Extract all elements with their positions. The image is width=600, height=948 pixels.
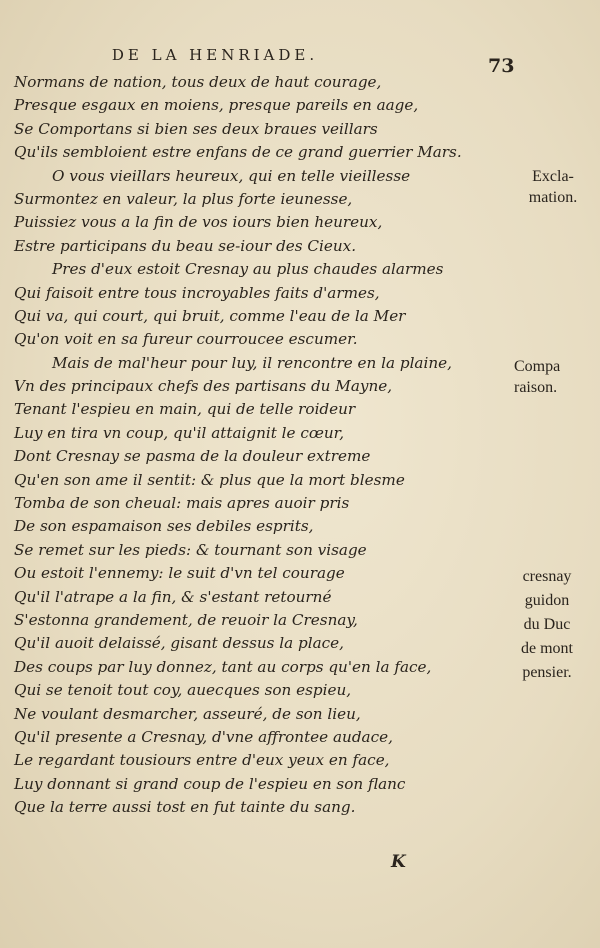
- marginal-line: guidon: [524, 592, 570, 609]
- verse-line: Que la terre aussi tost en fut tainte du sang.: [14, 798, 356, 817]
- verse-line: Surmontez en valeur, la plus forte ieunesse,: [14, 189, 353, 208]
- verse-line: Le regardant tousiours entre d'eux yeux en face,: [14, 751, 390, 770]
- marginal-line: pensier.: [522, 664, 572, 681]
- signature-mark: K: [391, 852, 406, 872]
- verse-line: Estre participans du beau se-iour des Cieux.: [14, 236, 357, 255]
- verse-line: Qu'ils sembloient estre enfans de ce grand guerrier Mars.: [14, 143, 462, 162]
- marginal-line: de mont: [521, 640, 573, 657]
- marginal-note-comparison: [508, 356, 600, 398]
- verse-line: Qu'en son ame il sentit: & plus que la mort blesme: [14, 470, 405, 489]
- verse-line: Ne voulant desmarcher, asseuré, de son lieu,: [14, 704, 361, 723]
- marginal-line: raison.: [514, 379, 558, 396]
- verse-line: Des coups par luy donnez, tant au corps qu'en la face,: [14, 657, 432, 676]
- verse-line: Qu'il l'atrape a la fin, & s'estant retourné: [14, 587, 332, 606]
- verse-line: Se Comportans si bien ses deux braues veillars: [14, 119, 378, 138]
- verse-line: Luy en tira vn coup, qu'il attaignit le cœur,: [14, 423, 345, 442]
- verse-block: [14, 71, 462, 820]
- verse-line: Qui va, qui court, qui bruit, comme l'eau de la Mer: [14, 306, 406, 325]
- verse-line: Vn des principaux chefs des partisans du Mayne,: [14, 377, 393, 396]
- verse-line: Pres d'eux estoit Cresnay au plus chaudes alarmes: [52, 260, 444, 279]
- marginal-line: Compa: [514, 358, 561, 375]
- verse-line: Dont Cresnay se pasma de la douleur extreme: [14, 447, 371, 466]
- verse-line: Mais de mal'heur pour luy, il rencontre en la plaine,: [52, 353, 452, 372]
- verse-line: O vous vieillars heureux, qui en telle vieillesse: [52, 166, 411, 185]
- marginal-note-exclamation: [508, 166, 598, 208]
- verse-line: Tenant l'espieu en main, qui de telle roideur: [14, 400, 356, 419]
- verse-line: Qui se tenoit tout coy, auecques son espieu,: [14, 681, 352, 700]
- verse-line: Qui faisoit entre tous incroyables faits d'armes,: [14, 283, 380, 302]
- running-title: DE LA HENRIADE.: [111, 46, 319, 64]
- verse-line: Qu'il presente a Cresnay, d'vne affrontee audace,: [14, 727, 393, 746]
- verse-line: Tomba de son cheual: mais apres auoir pris: [14, 494, 350, 513]
- verse-line: Luy donnant si grand coup de l'espieu en son flanc: [14, 774, 406, 793]
- marginal-line: mation.: [528, 189, 578, 206]
- marginal-line: cresnay: [522, 568, 572, 585]
- marginal-line: Excla-: [532, 168, 574, 185]
- marginal-note-cresnay: [500, 565, 594, 685]
- verse-line: Qu'il auoit delaissé, gisant dessus la place,: [14, 634, 344, 653]
- verse-line: De son espamaison ses debiles esprits,: [14, 517, 314, 536]
- marginal-line: du Duc: [523, 616, 571, 633]
- page-number: 73: [488, 55, 515, 77]
- verse-line: Normans de nation, tous deux de haut courage,: [14, 73, 382, 91]
- verse-line: Ou estoit l'ennemy: le suit d'vn tel courage: [14, 564, 345, 583]
- verse-line: Se remet sur les pieds: & tournant son visage: [14, 540, 367, 559]
- verse-line: Qu'on voit en sa fureur courroucee escumer.: [14, 330, 358, 349]
- verse-line: Presque esgaux en moiens, presque pareils en aage,: [14, 96, 419, 115]
- verse-line: Puissiez vous a la fin de vos iours bien heureux,: [14, 213, 383, 232]
- verse-line: S'estonna grandement, de reuoir la Cresnay,: [14, 610, 358, 629]
